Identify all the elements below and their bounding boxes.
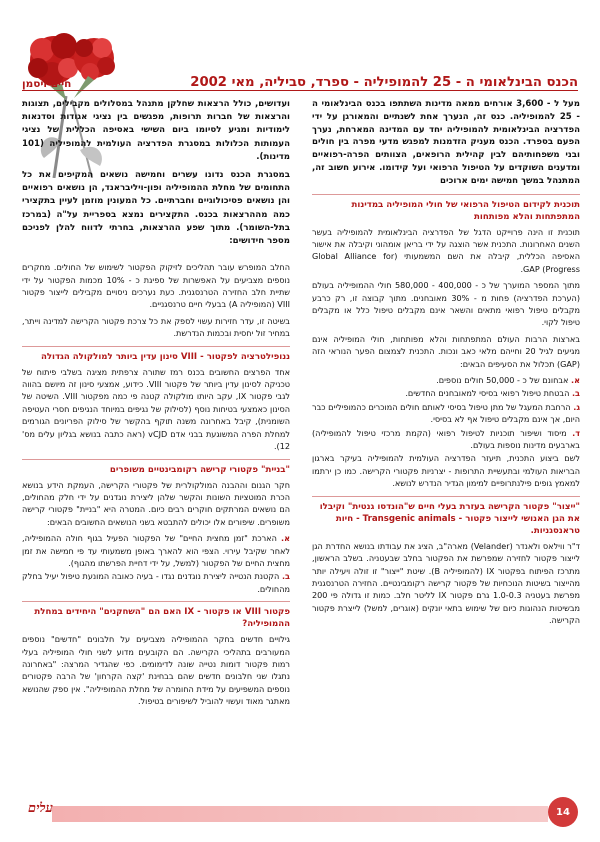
- list-item: [312, 374, 580, 386]
- list-text: הבטחת טיפול רפואי בסיסי למאובחנים החדשים.: [405, 388, 570, 399]
- list-item: [312, 387, 580, 399]
- list-text: הקטנת הנטייה ליצירת נוגדנים נגדו - בעיה כאובה המונעת טיפול יעיל בחלק מהחולים.: [22, 571, 290, 594]
- paragraph: לשם ביצוע התכנית, תיעזר הפדרציה העולמית להמופיליה בעיקר בארגון הבריאות העולמי ובתעשיית התרופות - יצרניות פקטורי הקרישה. כמו כן ירתמו למאמץ גופים פילנתרופיים למימון הגדיר הנדרש לנושא.: [312, 453, 580, 489]
- paragraph: תוכנית זו הינה פרוייקט הדגל של הפדרציה הבינלאומית להמופיליה בעשר השנים האחרונות. התכנית אשר הוצגה על ידי בריאן אומהוני וקיבלה את אישור האסיפה הכללית, קיבלה את השם המשמעותי (Global Alliance for Progress) GAP.: [312, 226, 580, 274]
- list-text: הארכת "זמן מחצית החיים" של הפקטור הפעיל בגוף חולה ההמופיליה, לאחר שקיבל עירוי. הצפי הוא להארך באופן משמעותי עד פי חמישה את זמן מחצית החיים של הפקטור (למשל, על ידי דחיית הפרשתו מהגוף).: [22, 533, 290, 568]
- list-item: [312, 427, 580, 452]
- section-heading: "בניית" פקטורי קרישה רקומבינטיים משופרים: [22, 459, 290, 476]
- list-text: אבחונם של כ - 50,000 חולים נוספים.: [436, 375, 569, 386]
- page-number-badge: 14: [548, 797, 578, 827]
- paragraph: מתוך המספר המוערך של כ - 400,000 - 580,000 חולי ההמופיליה בעולם (הערכת הפדרציה) פחות מ - 30% מאובחנים. מתוך קבוצה זו, רק כרבע מקבלים טיפול רפואי מתאים והשאר אינם מקבלים טיפול כלל או מקבלים טיפול לקוי.: [312, 280, 580, 328]
- list-marker: ג.: [573, 401, 580, 412]
- section-heading: פקטור VIII או פקטור - IX האם הם "השחקנים" היחידים במחלת ההמופיליה?: [22, 601, 290, 630]
- list-text: מיסוד ושיפור תוכניות לטיפול רפואי (הקמת מרכזי טיפול להמופיליה) בארבעים מדינות נוספות בעולם.: [312, 427, 580, 451]
- section-heading: [22, 254, 290, 258]
- list-marker: ב.: [281, 571, 290, 582]
- list-item: [22, 532, 290, 569]
- intro-paragraph: במסגרת הכנס נדונו עשרים וחמישה נושאים המקיפים את כל התחומים של מחלת ההמופיליה ופון-ויליבראנד, הן נושאים רפואיים והן נושאים פסיכולוגיים וחברתיים. כל המעונין מוזמן לעיין בתקצירי כמה מההרצאות בכנס. התקצירים נמצא בספריית על"ה (במרכז בתל-השומר). מתוך שפע ההרצאות, בחרתי לדווח להלן לפניכם מספר חידושים:: [22, 170, 290, 247]
- paragraph: החלב המופרש עובר תהליכים לזיקוק הפקטור לשימוש של החולים. מחקרים נוספים מצביעים על האפשרות של ספיגת כ - 10% מכמות הפקטור על ידי שתיית חלב החזירה הטרנסגנית. כעת נערכים ניסויים מקבילים לייצור פקטור VIII (המופיליה A) בבעלי חיים טרנסגניים.: [22, 262, 290, 310]
- intro-paragraph: מעל ל - 3,600 אורחים ממאה מדינות השתתפו בכנס הבינלאומי ה - 25 להמופיליה. כנס זה, הנערך אחת לשנתיים והמאורגן על ידי הפדרציה הבינלאומית להמופיליה יחד עם המדינה המארחת, נערך הפעם בספרד. הכנס מעניק הזדמנות למפגש מדעי מפרה בין חולים ובני משפחותיהם לבין קהילית הרופאים, הצוותים הפרה-רפואיים ומדענים השוקדים על הטיפול הרפואי ועל קידומו. אירוע חשוב זה, המתנהל במשך חמישה ימים ארוכים: [312, 99, 580, 186]
- paragraph: אחד הפרצים החשובים בכנס רמז שתורה צרפתית מציגה בשלבי פיתוח של טכניקה לסינון עדין ביותר של פקטור VIII. כידוע, אמצעי סינון זה מיושם בהווה לגבי פקטור IX, עקב היותו מולקולה קטנה פי כמה מפקטור VIII. השיטה של הסינון כאמצעי בטיחות נוסף (לסילוק של נגיפים במיוחד הנגיפים חסרי העטיפה השומנית), קיבל באחרונה משנה תוקף בהקשר של סילוק הפריונים הגורמים למחלת הפרה המשוגעת בבני אדם vCJD (ראה כתבה בנושא בגליון עלים מס' 12).: [22, 366, 290, 452]
- list-text: הרחבת המעגל של מתן טיפול בסיסי לאותם חולים המוכרים כהמופיליים כבר היום, אך אינם מקבלים טיפול אף לא בסיסי.: [312, 401, 580, 425]
- paragraph: חקר הגנום וההבנה המולקולרית של פקטורי הקרישה, העמקת הידע בנושא הכרת המוטציות השונות והקשר שלהן ליצירת נוגדנים על ידי חלק מהחולים, הם נושאים המרתקים חוקרים רבים כיום. המטרה היא "בניית" פקטורי קרישה משופרים. שיפורים אלו יכולים להתבטא בשני הנושאים החשובים הבאים:: [22, 479, 290, 527]
- article-header: [22, 68, 578, 91]
- list-marker: א.: [281, 533, 290, 544]
- footer-bar: [52, 806, 548, 822]
- section-heading: תוכנית לקידום הטיפול הרפואי של חולי המופיליה במדינות המתפתחות והלא מפותחות: [312, 194, 580, 223]
- list-marker: א.: [571, 375, 580, 386]
- list-marker: ד.: [572, 427, 580, 438]
- paragraph: גילויים חדשים בחקר ההמופיליה מצביעים על חלבונים "חדשים" נוספים המעורבים בתהליכי הקרישה. הם הקובעים מדוע לשני חולי המופיליה בעלי רמות פקטור דומות נטייה שונה לדימומים. כפי שהגדיר המרצה: "באחרונה נתגלו שני חלבונים חדשים שהם בבחינת 'קצה הקרחון' של הרבה פקטורים נוספים המשפיעים על מידת החומרה של מחלת ההמופיליה". אין ספק שהנושא מאתגר מאוד ועשוי להוביל לשיפורים בטיפול.: [22, 634, 290, 707]
- magazine-name: עלים: [28, 801, 53, 816]
- section-heading: ננופילטרציה לפקטור - VIII סינון עדין ביותר למולקולה הגדולה: [22, 346, 290, 363]
- intro-block: [312, 98, 580, 188]
- paragraph: ד"ר ווילאס ולאנדר (Velander) מארה"ב, הציג את עבודתו בנושא החדרת הגן לייצור פקטור לחזירה שמפרשת את הפקטור בחלב שבעטניה. בשלב הראשון, מתרכז הפיתוח בפקטור IX (להמופיליה B). שיטת "ייצור" זו זולה ויעילה יותר מהייצור בשיטות הנוכחיות של פקטור קרישה רקומבינטיים. החזירה הטרנסגנית מפרשת בעטניה 1.0-0.3 גרם פקטור IX לליטר חלב. כמות זו גדולה פי 200 מבשיטות הנהוגות כיום של שימוש בתאי יונקים (אוגרים, למשל) לייצרת פקטור הקרישה.: [312, 540, 580, 626]
- intro-paragraph: ועדושים, כולל הרצאות שחלקן מתנהל במסלולים מקבילים, תצוגות והרצאות של חברות תרופות, מפגשים בין נציגי אגודות וסדנאות לימודיות ומגיע לסיומו ביום השישי באסיפה הכללית של נציגי העמותות הכלולות במסגרת הפדרציה העולמית להמופיליה (101 מדינות).: [22, 99, 290, 162]
- section-heading: "ייצור" פקטור הקרישה בעזרת בעלי חיים ש"הונדסו גנטית" וקיבלו את הגן האנושי לייצור פקטור - Transgenic animals - חיות טראנסגניות.: [312, 496, 580, 537]
- paragraph: בשיטה זו, עדר חזירות עשוי לספק את כל צרכת פקטור הקרישה למדינה וייתר, במחיר זול יחסית ובכמות הנדרשת.: [22, 315, 290, 339]
- list-item: [312, 401, 580, 426]
- right-column: [312, 98, 580, 782]
- list-marker: ב.: [571, 388, 580, 399]
- paragraph: בארצות הרבות העולם המתפתחות והלא מפותחות, חולי המופיליה אינם מגיעים לגיל 20 וחייהם מלאי כאב ונכות. התכנית לצמצום הפער הנוראי הזה (GAP) תכלול את הסעיפים הבאים:: [312, 333, 580, 369]
- left-column: [22, 98, 290, 782]
- list-item: [22, 570, 290, 595]
- author-name: חיים ויסמן: [22, 78, 72, 90]
- page-footer: [22, 796, 578, 830]
- article-title: הכנס הבינלאומי ה - 25 להמופיליה - ספרד, סביליה, מאי 2002: [190, 75, 578, 90]
